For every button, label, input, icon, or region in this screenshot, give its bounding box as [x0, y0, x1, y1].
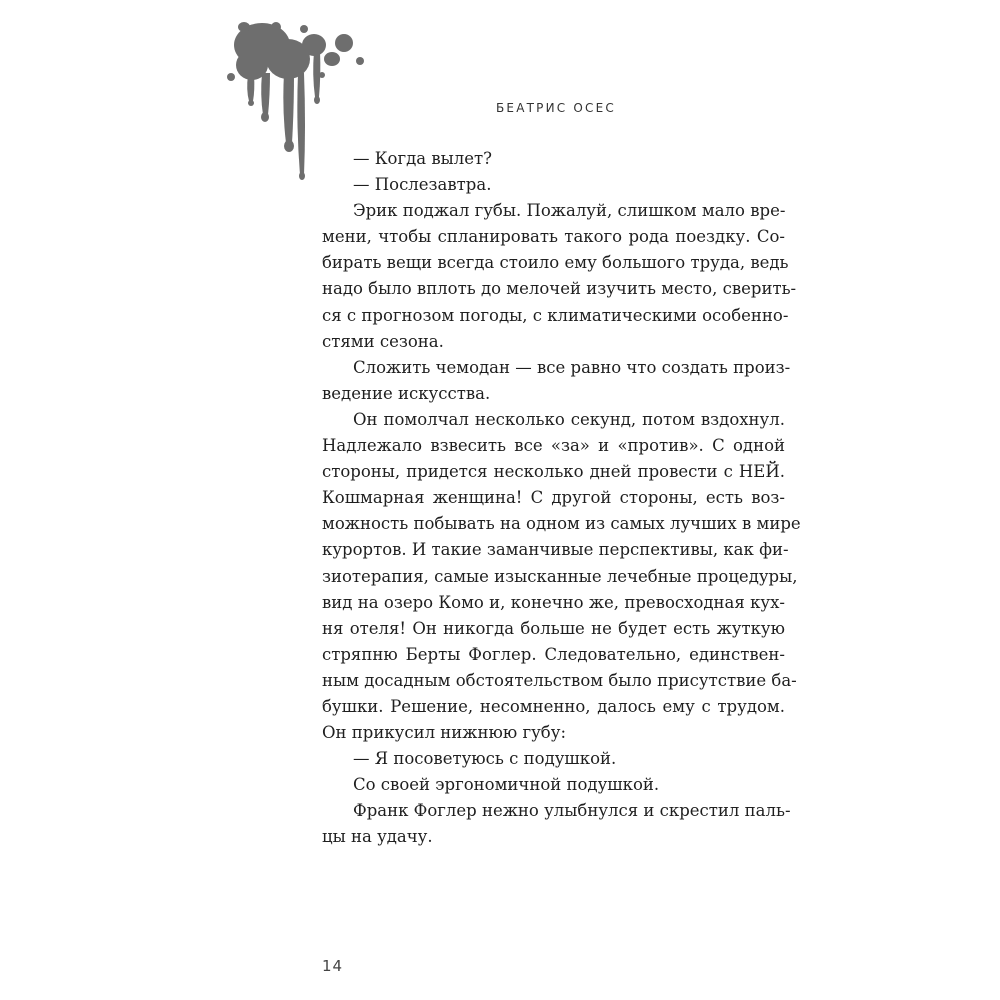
text-line: — Я посоветуюсь с подушкой. — [353, 749, 617, 769]
body-text — [322, 146, 801, 851]
text-line: можность побывать на одном из самых лучших в мире — [322, 514, 801, 534]
text-line: Он помолчал несколько секунд, потом вздохнул. — [353, 409, 785, 429]
text-line: ня отеля! Он никогда больше не будет есть жуткую — [322, 618, 785, 638]
text-line: Сложить чемодан — все равно что создать произ- — [353, 357, 791, 377]
text-line: Со своей эргономичной подушкой. — [353, 775, 660, 795]
text-line: ным досадным обстоятельством было присутствие ба- — [322, 670, 797, 690]
page-number: 14 — [322, 957, 344, 975]
text-line: стороны, придется несколько дней провести с НЕЙ. — [322, 462, 785, 482]
text-line: — Когда вылет? — [353, 149, 492, 168]
text-line: бушки. Решение, несомненно, далось ему с трудом. — [322, 696, 785, 716]
text-line: Он прикусил нижнюю губу: — [322, 723, 567, 743]
text-line: ведение искусства. — [322, 383, 491, 403]
text-line: курортов. И такие заманчивые перспективы, как фи- — [322, 540, 789, 560]
text-line: — Послезавтра. — [353, 175, 492, 195]
text-line: вид на озеро Комо и, конечно же, превосходная кух- — [322, 592, 785, 612]
text-line: Кошмарная женщина! С другой стороны, есть воз- — [322, 488, 785, 508]
text-line: стями сезона. — [322, 331, 444, 351]
text-line: зиотерапия, самые изысканные лечебные процедуры, — [322, 566, 798, 586]
text-line: бирать вещи всегда стоило ему большого труда, ведь — [322, 253, 789, 273]
text-line: ся с прогнозом погоды, с климатическими особеннo- — [322, 305, 789, 325]
text-line: стряпню Берты Фоглер. Следовательно, единствен- — [322, 644, 785, 664]
text-line: Эрик поджал губы. Пожалуй, слишком мало вре- — [353, 201, 786, 221]
text-line: Надлежало взвесить все «за» и «против». С одной — [322, 436, 785, 456]
text-line: мени, чтобы спланировать такого рода поездку. Со- — [322, 227, 785, 247]
running-head: БЕАТРИС ОСЕС — [496, 101, 616, 115]
text-line: цы на удачу. — [322, 827, 433, 847]
text-line: надо было вплоть до мелочей изучить место, сверить- — [322, 279, 797, 299]
text-line: Франк Фоглер нежно улыбнулся и скрестил паль- — [353, 801, 791, 821]
